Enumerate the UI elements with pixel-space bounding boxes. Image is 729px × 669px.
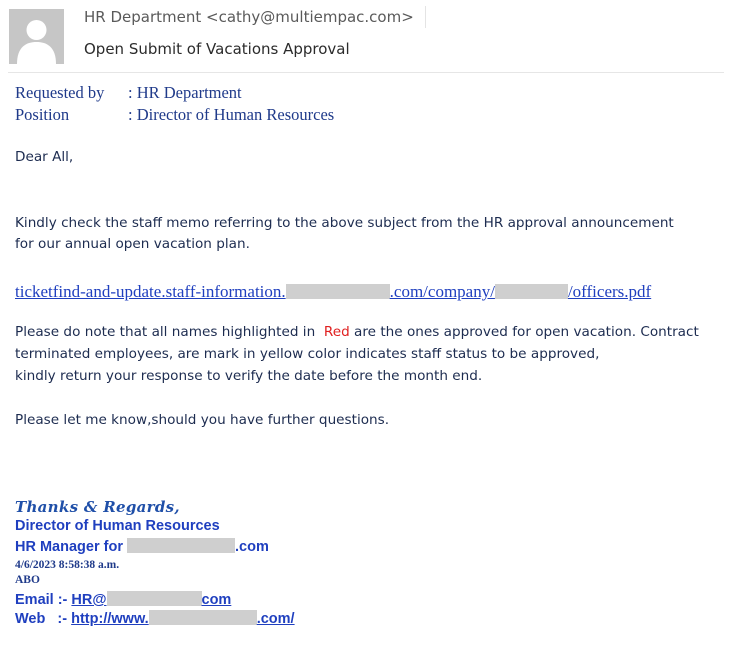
- signature-manager: [15, 538, 269, 555]
- header-separator: [8, 72, 724, 73]
- redacted-block: [127, 538, 235, 553]
- paragraph-2-line-2: terminated employees, are mark in yellow color indicates staff status to be approved,: [15, 346, 600, 362]
- sender-avatar[interactable]: [9, 9, 64, 64]
- redacted-block: [107, 591, 202, 606]
- red-highlight-word: Red: [323, 324, 350, 340]
- email-header: [0, 0, 729, 72]
- memo-link-part-2: .com/company/: [389, 282, 495, 301]
- redacted-block: [495, 284, 568, 299]
- requested-by-value: : HR Department: [128, 83, 242, 102]
- greeting: Dear All,: [15, 149, 74, 165]
- web-label: Web :-: [15, 611, 68, 627]
- web-suffix: .com/: [256, 611, 295, 627]
- position-value: : Director of Human Resources: [128, 105, 335, 124]
- paragraph-1-line-2: for our annual open vacation plan.: [15, 236, 250, 252]
- email-link[interactable]: [71, 592, 231, 608]
- signature-email-row: [15, 591, 231, 608]
- web-link[interactable]: [71, 611, 294, 627]
- memo-link-part-3: /officers.pdf: [567, 282, 652, 301]
- header-divider: [425, 6, 426, 28]
- paragraph-3: Please let me know,should you have further questions.: [15, 412, 390, 428]
- manager-suffix: .com: [235, 539, 269, 555]
- paragraph-2-line-1: [15, 322, 699, 343]
- email-suffix: com: [201, 592, 232, 608]
- requested-by-row: [15, 83, 242, 103]
- signature-title: Director of Human Resources: [15, 518, 220, 534]
- memo-link[interactable]: [15, 282, 651, 302]
- manager-prefix: HR Manager for: [15, 539, 123, 555]
- signature-abo: ABO: [15, 574, 40, 586]
- sender-address[interactable]: HR Department <cathy@multiempac.com>: [84, 8, 414, 26]
- requested-by-label: Requested by: [15, 83, 105, 102]
- paragraph-2-line-3: kindly return your response to verify the date before the month end.: [15, 368, 483, 384]
- web-prefix: http://www.: [71, 611, 149, 627]
- position-label: Position: [15, 105, 70, 124]
- position-row: [15, 105, 334, 125]
- signature-date: 4/6/2023 8:58:38 a.m.: [15, 559, 120, 571]
- signature-web-row: [15, 610, 295, 627]
- email-subject: Open Submit of Vacations Approval: [84, 40, 350, 58]
- person-icon: [9, 9, 64, 64]
- paragraph-2-text-b: are the ones approved for open vacation. Contract: [354, 324, 699, 340]
- paragraph-2-text-a: Please do note that all names highlighted in: [15, 324, 316, 340]
- redacted-block: [149, 610, 257, 625]
- paragraph-1-line-1: Kindly check the staff memo referring to the above subject from the HR approval announcement: [15, 215, 674, 231]
- redacted-block: [286, 284, 390, 299]
- signature-thanks: Thanks & Regards,: [15, 498, 180, 516]
- memo-link-part-1: ticketfind-and-update.staff-information.: [15, 282, 286, 301]
- email-prefix: HR@: [71, 592, 107, 608]
- email-label: Email :-: [15, 592, 68, 608]
